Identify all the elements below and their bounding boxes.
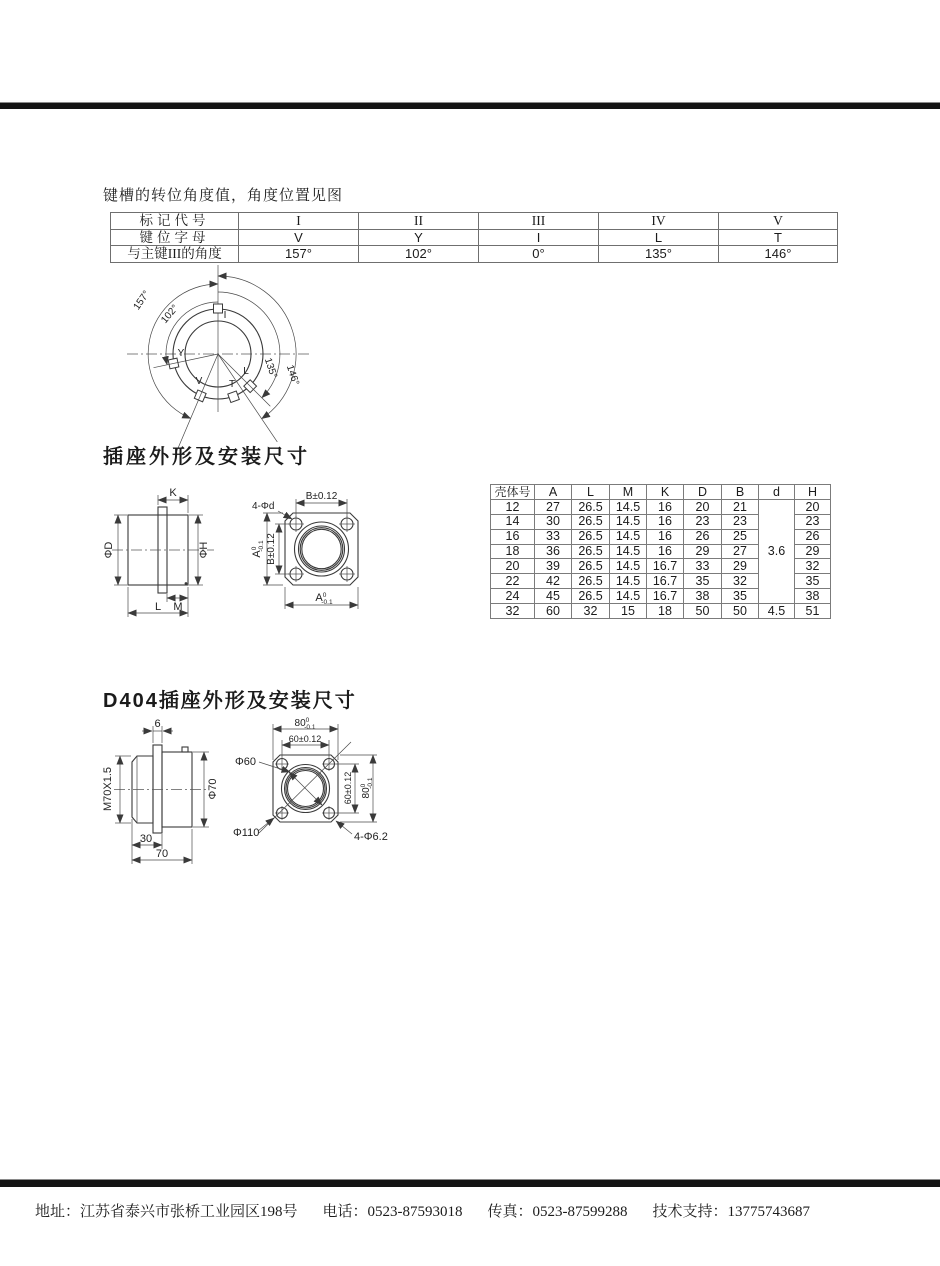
dim-label-B-top: B±0.12 bbox=[305, 491, 338, 502]
d404-side-body bbox=[114, 745, 208, 833]
dim-A-tol-bot: -0.1 bbox=[321, 599, 333, 606]
table-cell: 16 bbox=[491, 529, 535, 544]
flange-shape bbox=[285, 513, 358, 585]
table-cell: 21 bbox=[722, 499, 759, 514]
d404-front-view bbox=[228, 712, 433, 877]
table-cell: 32 bbox=[722, 574, 759, 589]
table-cell: 38 bbox=[795, 589, 831, 604]
table-row bbox=[491, 604, 831, 619]
table-cell: 14.5 bbox=[610, 574, 647, 589]
table-cell: 35 bbox=[722, 589, 759, 604]
table-cell: 29 bbox=[684, 544, 722, 559]
footer-address: 地址：江苏省泰兴市张桥工业园区198号 bbox=[35, 1204, 298, 1220]
table-cell: 157° bbox=[239, 246, 359, 263]
key-letter-V: V bbox=[195, 376, 203, 387]
table-cell: 16.7 bbox=[647, 574, 684, 589]
table-cell: 35 bbox=[795, 574, 831, 589]
footer-divider-bar bbox=[0, 1179, 940, 1187]
table-cell: M bbox=[610, 485, 647, 500]
table-cell: 39 bbox=[535, 559, 572, 574]
table-cell: d bbox=[759, 485, 795, 500]
table-cell: V bbox=[239, 229, 359, 246]
table-row bbox=[111, 213, 838, 230]
dim-label-phi60: Φ60 bbox=[235, 756, 257, 768]
table-header-row bbox=[491, 485, 831, 500]
table-cell: 0° bbox=[479, 246, 599, 263]
dim-80-main: 80 bbox=[294, 718, 306, 729]
table-cell: 18 bbox=[647, 604, 684, 619]
table-cell: IV bbox=[599, 213, 719, 230]
table-cell: 24 bbox=[491, 589, 535, 604]
table-cell: 14.5 bbox=[610, 499, 647, 514]
dim-label-B-left: B±0.12 bbox=[266, 533, 277, 565]
table-cell: 135° bbox=[599, 246, 719, 263]
dimension-table bbox=[490, 484, 831, 619]
table-cell: 32 bbox=[572, 604, 610, 619]
table-cell: 146° bbox=[719, 246, 838, 263]
dim-80-tol-bot: -0.1 bbox=[304, 724, 316, 731]
table-cell: 14.5 bbox=[610, 514, 647, 529]
dim-A-main: A bbox=[251, 550, 263, 558]
table-cell: 14.5 bbox=[610, 559, 647, 574]
table-cell: 102° bbox=[359, 246, 479, 263]
table-cell: 32 bbox=[795, 559, 831, 574]
angle-label-135: 135° bbox=[261, 356, 279, 380]
table-cell: 20 bbox=[684, 499, 722, 514]
table-row bbox=[111, 229, 838, 246]
table-cell: 16 bbox=[647, 499, 684, 514]
table-cell: 23 bbox=[795, 514, 831, 529]
section1-title: 插座外形及安装尺寸 bbox=[103, 446, 310, 468]
table-cell: 与主键III的角度 bbox=[111, 246, 239, 263]
table-cell: III bbox=[479, 213, 599, 230]
table-cell: D bbox=[684, 485, 722, 500]
table-cell: II bbox=[359, 213, 479, 230]
dim-label-M: M bbox=[173, 601, 183, 613]
table-cell: 15 bbox=[610, 604, 647, 619]
table-cell: 27 bbox=[722, 544, 759, 559]
table-cell: A bbox=[535, 485, 572, 500]
dim-label-L: L bbox=[154, 601, 162, 613]
diagram-centerlines bbox=[127, 265, 310, 412]
dim-label-30: 30 bbox=[139, 833, 153, 845]
table-cell: 60 bbox=[535, 604, 572, 619]
table-cell: 36 bbox=[535, 544, 572, 559]
radial-legs bbox=[154, 354, 278, 453]
table-cell: 26.5 bbox=[572, 544, 610, 559]
table-cell: 14.5 bbox=[610, 529, 647, 544]
table-cell: 26.5 bbox=[572, 529, 610, 544]
table-cell: 27 bbox=[535, 499, 572, 514]
footer-support: 技术支持：13775743687 bbox=[652, 1204, 811, 1220]
table-cell: 38 bbox=[684, 589, 722, 604]
table-cell: K bbox=[647, 485, 684, 500]
table-cell: 23 bbox=[722, 514, 759, 529]
table-cell: 25 bbox=[722, 529, 759, 544]
table-cell: 29 bbox=[795, 544, 831, 559]
table-cell-d-merged: 3.6 bbox=[759, 499, 795, 603]
table-cell: 壳体号 bbox=[491, 485, 535, 500]
socket-front-view bbox=[246, 473, 404, 625]
table-cell: 23 bbox=[684, 514, 722, 529]
table-cell: L bbox=[599, 229, 719, 246]
table-cell: V bbox=[719, 213, 838, 230]
dim-label-70: 70 bbox=[155, 848, 169, 860]
angle-label-157: 157° bbox=[131, 288, 153, 313]
table-cell: B bbox=[722, 485, 759, 500]
dim-label-80-top bbox=[295, 717, 316, 731]
key-letter-T: T bbox=[228, 379, 236, 390]
dim-80-main: 80 bbox=[361, 787, 372, 799]
table-cell: 50 bbox=[684, 604, 722, 619]
keyway-angle-diagram bbox=[118, 260, 330, 460]
dim-A-tol-bot: -0.1 bbox=[258, 540, 265, 552]
key-letter-L: L bbox=[243, 366, 249, 377]
table-cell: 20 bbox=[795, 499, 831, 514]
dim-label-A-left bbox=[251, 540, 265, 558]
dimension-arcs bbox=[148, 276, 296, 419]
table-cell-d-last: 4.5 bbox=[759, 604, 795, 619]
table-cell: Y bbox=[359, 229, 479, 246]
table-cell: 26.5 bbox=[572, 499, 610, 514]
section2-title: D404插座外形及安装尺寸 bbox=[103, 690, 357, 712]
table-cell: 29 bbox=[722, 559, 759, 574]
dim-label-6: 6 bbox=[154, 718, 161, 730]
table-cell: 14.5 bbox=[610, 589, 647, 604]
table-cell: 42 bbox=[535, 574, 572, 589]
dim-80-tol-top: 0 bbox=[360, 783, 367, 788]
socket-side-view bbox=[100, 478, 250, 623]
table-cell: L bbox=[572, 485, 610, 500]
table-cell: 18 bbox=[491, 544, 535, 559]
table-cell: 16 bbox=[647, 544, 684, 559]
dim-label-4-phi62: 4-Φ6.2 bbox=[354, 831, 388, 843]
table-cell: T bbox=[719, 229, 838, 246]
dim-label-4-phid: 4-Φd bbox=[252, 501, 275, 512]
table-cell: 16 bbox=[647, 529, 684, 544]
table-cell: 26 bbox=[795, 529, 831, 544]
dim-label-80-right bbox=[360, 777, 374, 798]
dim-label-K: K bbox=[169, 487, 177, 499]
table-cell: 50 bbox=[722, 604, 759, 619]
dim-80-tol-bot: -0.1 bbox=[367, 777, 374, 789]
footer-contact-line bbox=[35, 1200, 810, 1221]
table-cell: 26.5 bbox=[572, 514, 610, 529]
dim-label-phiH: ΦH bbox=[198, 541, 210, 559]
table-cell: I bbox=[479, 229, 599, 246]
table-cell: 22 bbox=[491, 574, 535, 589]
table-cell: 51 bbox=[795, 604, 831, 619]
table-cell: H bbox=[795, 485, 831, 500]
table-cell: 26.5 bbox=[572, 559, 610, 574]
dim-A-main: A bbox=[315, 592, 323, 604]
table-cell: 26 bbox=[684, 529, 722, 544]
table-cell: 26.5 bbox=[572, 589, 610, 604]
dim-label-A-bottom bbox=[315, 592, 333, 606]
footer-fax: 传真：0523-87599288 bbox=[487, 1204, 628, 1220]
table-cell: 16 bbox=[647, 514, 684, 529]
table-cell: 33 bbox=[684, 559, 722, 574]
table-cell: 12 bbox=[491, 499, 535, 514]
dim-A-tol-top: 0 bbox=[322, 592, 327, 599]
table-cell: 16.7 bbox=[647, 559, 684, 574]
footer-phone: 电话：0523-87593018 bbox=[322, 1204, 463, 1220]
dim-A-tol-top: 0 bbox=[251, 546, 258, 551]
table-cell: 标记代号 bbox=[111, 213, 239, 230]
dim-label-thread: M70X1.5 bbox=[102, 766, 114, 812]
dim-label-phi110: Φ110 bbox=[233, 827, 260, 839]
table-cell: 14 bbox=[491, 514, 535, 529]
dim-label-60-right: 60±0.12 bbox=[343, 771, 353, 805]
table-cell: 45 bbox=[535, 589, 572, 604]
table-cell: 16.7 bbox=[647, 589, 684, 604]
top-divider-bar bbox=[0, 102, 940, 109]
intro-text: 键槽的转位角度值，角度位置见图 bbox=[103, 188, 344, 204]
keyway-angle-table bbox=[110, 212, 838, 263]
table-cell: 35 bbox=[684, 574, 722, 589]
dim-label-phiD: ΦD bbox=[103, 541, 115, 559]
table-row bbox=[491, 499, 831, 514]
table-cell: I bbox=[239, 213, 359, 230]
dim-80-tol-top: 0 bbox=[305, 717, 310, 724]
table-cell: 30 bbox=[535, 514, 572, 529]
table-cell: 26.5 bbox=[572, 574, 610, 589]
key-letter-Y: Y bbox=[177, 348, 185, 359]
table-cell: 14.5 bbox=[610, 544, 647, 559]
dim-label-phi70: Φ70 bbox=[207, 778, 219, 800]
dim-label-60-top: 60±0.12 bbox=[288, 734, 322, 744]
angle-label-146: 146° bbox=[283, 363, 301, 387]
angle-label-102: 102° bbox=[159, 302, 181, 326]
table-cell: 键位字母 bbox=[111, 229, 239, 246]
table-cell: 33 bbox=[535, 529, 572, 544]
key-letter-I: I bbox=[223, 310, 227, 321]
table-cell: 32 bbox=[491, 604, 535, 619]
table-cell: 20 bbox=[491, 559, 535, 574]
